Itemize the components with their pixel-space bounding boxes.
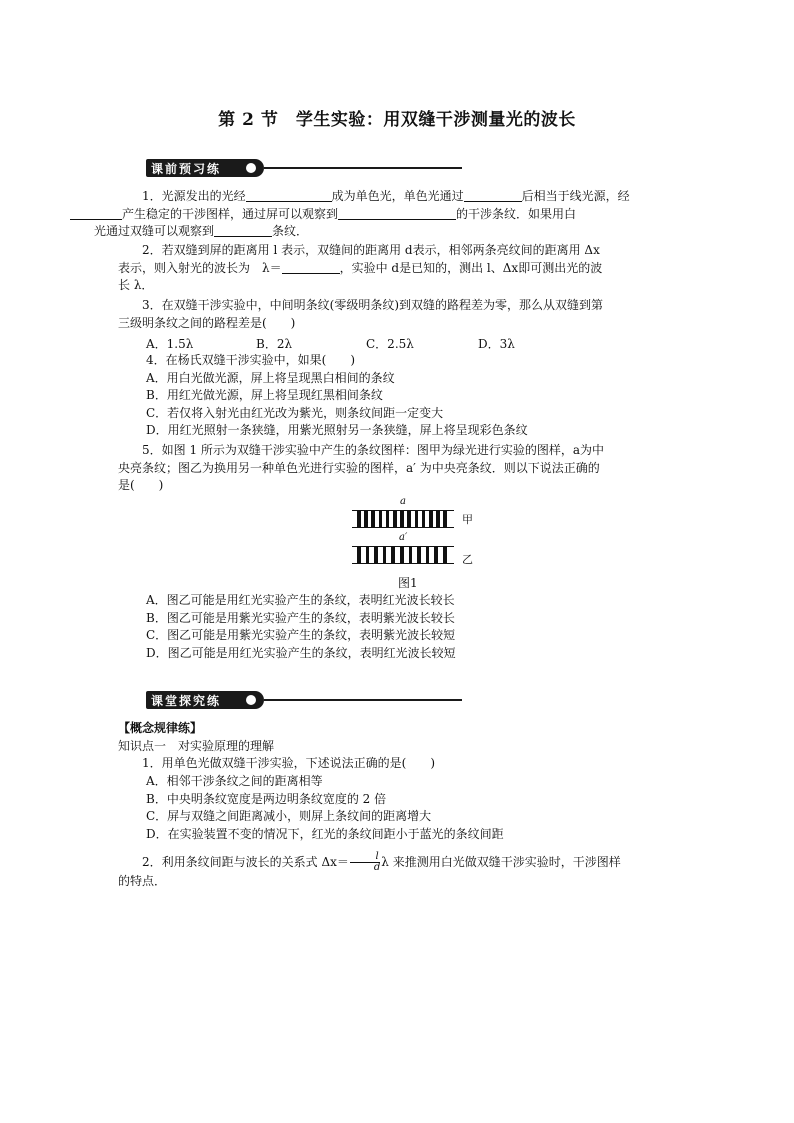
option-b: B．图乙可能是用紫光实验产生的条纹，表明紫光波长较长 [146, 610, 455, 625]
fringe-bar [422, 510, 426, 528]
knowledge-point: 知识点一 对实验原理的理解 [118, 738, 275, 753]
q1-text-b: 成为单色光，单色光通过 [331, 189, 464, 203]
section-rule [264, 699, 462, 701]
fringe-bar [434, 546, 438, 564]
q2-text-a: 表示，则入射光的波长为 λ＝ [118, 260, 282, 275]
fraction-denominator: d [373, 862, 381, 873]
fringe-bar [357, 546, 361, 564]
section-header-preview [146, 159, 462, 177]
option-d: D．3λ [478, 337, 515, 351]
fringe-bar [400, 546, 404, 564]
fraction-l-over-d [350, 852, 380, 873]
figure-side-label-yi: 乙 [462, 553, 473, 566]
concept-section [118, 720, 680, 773]
question-3 [118, 297, 680, 332]
page-title: 第 2 节 学生实验：用双缝干涉测量光的波长 [218, 110, 576, 130]
question-1 [94, 188, 680, 241]
question-5 [118, 442, 680, 495]
fringe-bar [429, 510, 433, 528]
q1-text-g: 条纹． [272, 224, 309, 238]
concept-q1-options [146, 773, 686, 843]
q4-stem: 4．在杨氏双缝干涉实验中，如果( ) [146, 353, 355, 367]
fringe-bar [364, 510, 368, 528]
option-c: C．若仅将入射光由红光改为紫光，则条纹间距一定变大 [146, 405, 444, 420]
fringe-bar [400, 510, 404, 528]
q2-text-b: ，实验中 d是已知的，测出 l、Δx即可测出光的波 [339, 260, 603, 275]
option-b: B．用红光做光源，屏上将呈现红黑相间条纹 [146, 388, 383, 402]
option-a: A．1.5λ [146, 337, 194, 351]
q1-text-c: 后相当于线光源，经 [521, 189, 630, 203]
fringe-bar [426, 546, 430, 564]
fringe-bar [436, 510, 440, 528]
q3-line-1: 3．在双缝干涉实验中，中间明条纹(零级明条纹)到双缝的路程差为零，那么从双缝到第 [142, 298, 604, 312]
fringe-bar [357, 510, 361, 528]
answer-blank [464, 189, 522, 202]
fringe-bar [386, 510, 390, 528]
option-c: C．屏与双缝之间距离减小，则屏上条纹间的距离增大 [146, 809, 432, 823]
fringe-bar [407, 510, 411, 528]
option-b: B．中央明条纹宽度是两边明条纹宽度的 2 倍 [146, 791, 387, 806]
q5-line-2: 央亮条纹；图乙为换用另一种单色光进行实验的图样，a′ 为中央亮条纹．则以下说法正确的 [118, 460, 600, 475]
option-d: D．图乙可能是用红光实验产生的条纹，表明红光波长较短 [146, 645, 456, 660]
option-a: A．图乙可能是用红光实验产生的条纹，表明红光波长较长 [146, 593, 455, 607]
q5-line-1: 5．如图 1 所示为双缝干涉实验中产生的条纹图样：图甲为绿光进行实验的图样，a为中 [142, 443, 605, 457]
option-c: C．2.5λ [366, 337, 414, 351]
q2-line-3: 长 λ． [118, 278, 154, 292]
section-dot [246, 695, 256, 705]
q1-text-a: 1．光源发出的光经 [142, 189, 246, 203]
q1-text-d: 产生稳定的干涉图样，通过屏可以观察到 [122, 206, 339, 221]
fringe-bar [409, 546, 413, 564]
fringe-pattern-yi [356, 546, 450, 564]
option-a: A．相邻干涉条纹之间的距离相等 [146, 774, 323, 788]
fringe-bar [371, 510, 375, 528]
concept-q2-line-2: 的特点． [118, 874, 167, 888]
fringe-bar [415, 510, 419, 528]
answer-blank [338, 207, 456, 220]
answer-blank [282, 261, 340, 274]
concept-q1-stem: 1．用单色光做双缝干涉实验，下述说法正确的是( ) [142, 756, 436, 770]
q5-line-3: 是( ) [118, 478, 164, 492]
fringe-bar [374, 546, 378, 564]
section-label: 课前预习练 [151, 162, 222, 176]
answer-blank [70, 207, 122, 220]
fringe-bar [379, 510, 383, 528]
concept-q2 [118, 852, 680, 891]
q5-options [146, 592, 686, 662]
figure-side-label-jia: 甲 [462, 513, 473, 526]
q2-line-2 [118, 260, 680, 278]
concept-heading: 【概念规律练】 [118, 721, 203, 735]
question-4 [146, 352, 686, 440]
section-label: 课堂探究练 [151, 694, 222, 708]
option-a: A．用白光做光源，屏上将呈现黑白相间的条纹 [146, 370, 395, 385]
figure-1-interference-patterns [352, 498, 482, 590]
q1-text-e: 的干涉条纹．如果用白 [456, 206, 577, 221]
q2-text-b: λ 来推测用白光做双缝干涉实验时，干涉图样 [381, 855, 621, 869]
option-d: D．用红光照射一条狭缝，用紫光照射另一条狭缝，屏上将呈现彩色条纹 [146, 423, 528, 437]
section-rule [264, 167, 462, 169]
figure-caption: 图1 [398, 576, 418, 590]
fringe-bar [393, 510, 397, 528]
q2-text-a: 2．利用条纹间距与波长的关系式 Δx＝ [142, 855, 349, 869]
option-c: C．图乙可能是用紫光实验产生的条纹，表明紫光波长较短 [146, 628, 456, 642]
section-dot [246, 163, 256, 173]
fringe-bar [443, 510, 447, 528]
fraction-numerator: l [350, 852, 380, 863]
fringe-bar [391, 546, 395, 564]
q3-line-2: 三级明条纹之间的路程差是( ) [118, 315, 296, 330]
answer-blank [214, 224, 272, 237]
concept-q2-line-1 [118, 852, 680, 873]
section-header-class-exploration [146, 691, 462, 709]
q1-text-f: 光通过双缝可以观察到 [94, 224, 215, 238]
figure-label-a-prime: a′ [399, 532, 408, 543]
fringe-bar [366, 546, 370, 564]
option-d: D．在实验装置不变的情况下，红光的条纹间距小于蓝光的条纹间距 [146, 826, 504, 841]
option-b: B．2λ [256, 337, 293, 351]
question-2 [118, 242, 680, 295]
answer-blank [246, 189, 332, 202]
fringe-bar [443, 546, 447, 564]
fringe-bar [417, 546, 421, 564]
figure-label-a: a [400, 496, 406, 507]
fringe-pattern-jia [356, 510, 450, 528]
q2-line-1: 2．若双缝到屏的距离用 l 表示，双缝间的距离用 d表示，相邻两条亮纹间的距离用 Δx [142, 243, 600, 257]
fringe-bar [383, 546, 387, 564]
